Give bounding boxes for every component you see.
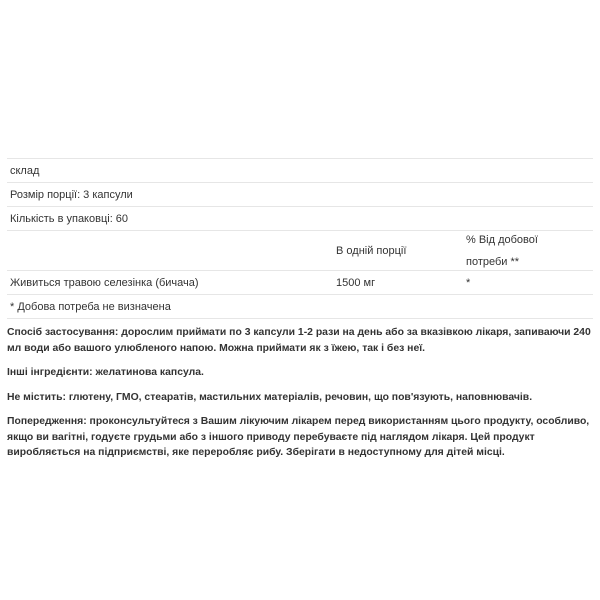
footnote: * Добова потреба не визначена [10, 300, 171, 313]
servings-per-container: Кількість в упаковці: 60 [10, 212, 129, 225]
header-per-serving: В одній порції [336, 244, 407, 257]
servings-per-container-row [7, 207, 593, 231]
footnote-row [7, 295, 593, 319]
warning-paragraph: Попередження: проконсультуйтеся з Вашим лікуючим лікарем перед використанням цього продукту, особливо, якщо ви вагітні, годуєте грудьми або з іншого приводу перебуваєте під наглядом лікаря. Цей продукт виробляється на підприємстві, яке переробляє рибу. Зберігати в недоступному для дітей місці. [7, 416, 590, 458]
header-daily-value: % Від добової потреби ** [466, 233, 538, 268]
usage-paragraph: Спосіб застосування: дорослим приймати по 3 капсули 1-2 рази на день або за вказівкою лікаря, запиваючи 240 мл води або вашого улюбленого напою. Можна приймати як з їжею, так і без неї. [7, 327, 591, 354]
table-row [7, 271, 593, 295]
supplement-facts-table [7, 158, 593, 319]
ingredient-name: Живиться травою селезінка (бичача) [10, 276, 199, 289]
product-info [7, 325, 593, 470]
ingredient-amount: 1500 мг [336, 276, 376, 289]
serving-size-row [7, 183, 593, 207]
ingredient-dv: * [466, 276, 471, 289]
table-header-row [7, 231, 593, 271]
table-title: склад [10, 164, 40, 177]
serving-size: Розмір порції: 3 капсули [10, 188, 133, 201]
other-ingredients-paragraph: Інші інгредієнти: желатинова капсула. [7, 367, 204, 378]
table-title-row [7, 159, 593, 183]
free-from-paragraph: Не містить: глютену, ГМО, стеаратів, мастильних матеріалів, речовин, що пов'язують, наповнювачів. [7, 391, 533, 403]
